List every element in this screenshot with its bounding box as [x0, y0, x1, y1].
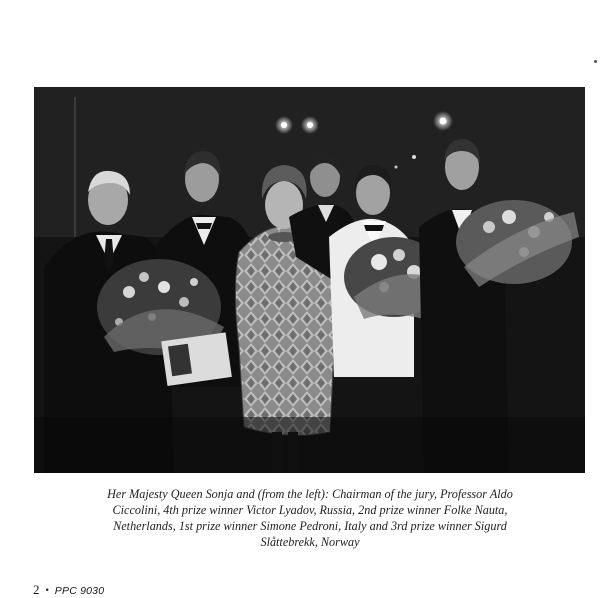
folio-bullet: • — [45, 585, 49, 595]
group-photograph — [34, 87, 585, 473]
caption-line-3: Netherlands, 1st prize winner Simone Pedroni, Italy and 3rd prize winner Sigurd — [113, 519, 507, 533]
page-number: 2 — [33, 582, 40, 597]
caption-line-2: Ciccolini, 4th prize winner Victor Lyadov, Russia, 2nd prize winner Folke Nauta, — [112, 503, 508, 517]
group-photo-icon — [34, 87, 585, 473]
scan-speck — [594, 60, 597, 63]
caption-line-1: Her Majesty Queen Sonja and (from the left): Chairman of the jury, Professor Aldo — [107, 487, 513, 501]
photo-caption — [100, 486, 520, 550]
page-folio — [33, 582, 104, 598]
caption-line-4: Slåttebrekk, Norway — [260, 535, 360, 549]
catalogue-code: PPC 9030 — [54, 585, 105, 597]
